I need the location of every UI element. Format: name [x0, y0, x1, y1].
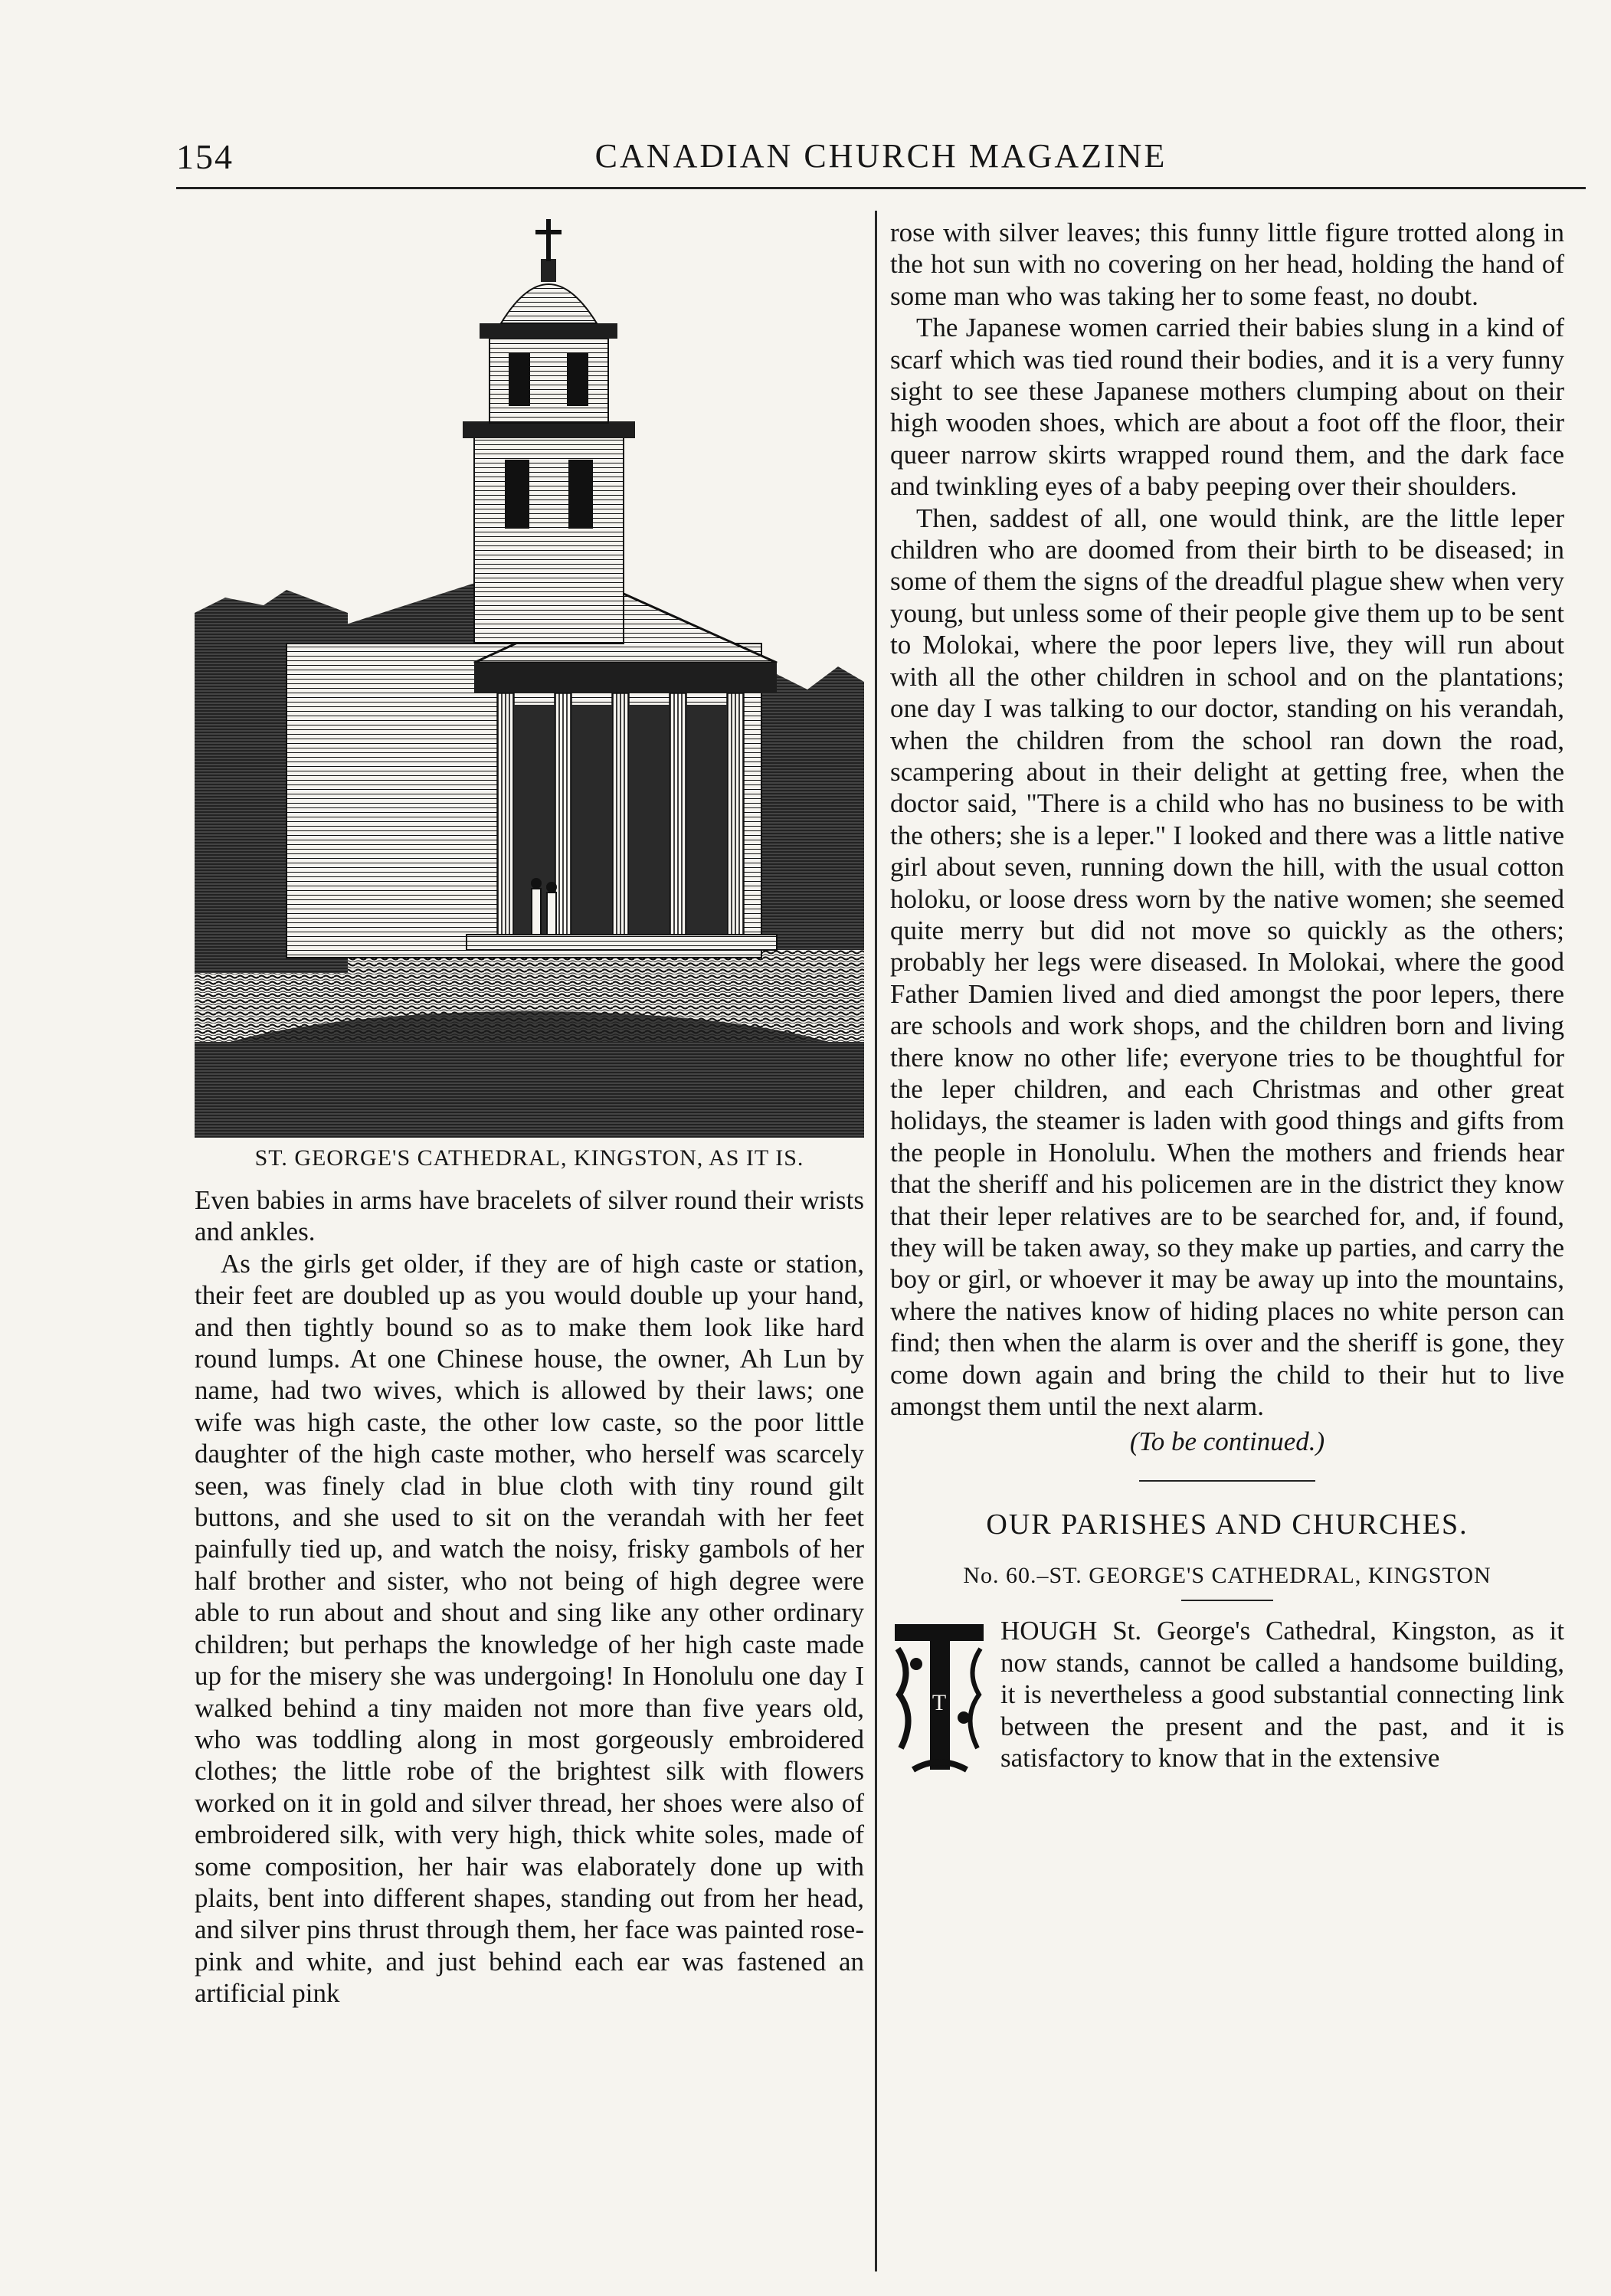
article-opening — [890, 1615, 1564, 1774]
paragraph: Even babies in arms have bracelets of silver round their wrists and ankles. — [195, 1185, 864, 1247]
right-column-text — [890, 217, 1564, 1422]
header-rule — [176, 187, 1586, 189]
paragraph: rose with silver leaves; this funny little figure trotted along in the hot sun with no covering on her head, holding the hand of some man who was taking her to some feast, no doubt. — [890, 218, 1564, 311]
left-column-text — [195, 1184, 864, 2009]
dropcap-letter: T — [932, 1690, 947, 1716]
article-rule — [1181, 1600, 1273, 1601]
cathedral-illustration — [195, 215, 864, 1138]
illustration-caption: ST. GEORGE'S CATHEDRAL, KINGSTON, AS IT IS. — [254, 1145, 804, 1171]
paragraph: As the girls get older, if they are of high caste or station, their feet are doubled up as you would double up your hand, and then tightly bound so as to make them look like hard round lumps. At one Chinese house, the owner, Ah Lun by name, had two wives, which is allowed by their laws; one wife was high caste, the other low caste, so the poor little daughter of the high caste mother, who herself was scarcely seen, was finely clad in blue cloth with tiny round gilt buttons, and she used to sit on the verandah with her feet painfully tied up, and watch the noisy, frisky gambols of her half brother and sister, who not being of high degree were able to run about and shout and sing like any other ordinary children; but perhaps the knowledge of her high caste made up for the misery she was undergoing! In Honolulu one day I walked behind a tiny maiden not more than five years old, who was toddling along in most gorgeously embroidered clothes; the little robe of the brightest silk with flowers worked on it in gold and silver thread, her shoes were also of embroidered silk, with very high, thick white soles, made of some composition, her hair was elaborately done up with plaits, bent into different shapes, standing out from her head, and silver pins thrust through them, her face was painted rose-pink and white, and just behind each ear was fastened an artificial pink — [195, 1248, 864, 2009]
paragraph: The Japanese women carried their babies slung in a kind of scarf which was tied round their bodies, and it is a very funny sight to see these Japanese mothers clumping about on their high wooden shoes, which are about a foot off the floor, their queer narrow skirts wrapped round them, and the dark face and twinkling eyes of a baby peeping over their shoulders. — [890, 313, 1564, 502]
article-number: No. 60.–ST. GEORGE'S CATHEDRAL, KINGSTON — [963, 1563, 1491, 1589]
paragraph: Then, saddest of all, one would think, are the little leper children who are doomed from their birth to be diseased; in some of them the signs of the dreadful plague shew when very young, but unless some of their people give them up to be sent to Molokai, where the poor lepers live, they will run about with all the other children in school and on the plantations; one day I was talking to our doctor, standing on his verandah, when the children from the school ran down the road, scampering about in their delight at getting free, when the doctor said, "There is a child who has no business to be with the others; she is a leper." I looked and there was a little native girl about seven, running down the hill, with the usual cotton holoku, or loose dress worn by the native women; she seemed quite merry but did not move so quickly as the others; probably her legs were diseased. In Molokai, where the good Father Damien lived and died amongst the poor lepers, there are schools and work shops, and the children born and living there know no other life; everyone tries to be thoughtful for the leper children, and each Christmas and other great holidays, the steamer is laden with good things and gifts from the people in Honolulu. When the mothers and friends hear that the sheriff and his policemen are in the district they know that their leper relatives are to be searched for, and, if found, they will be taken away, so they make up parties, and carry the boy or girl, or whoever it may be away up into the mountains, where the natives know of hiding places no white person can find; then when the alarm is over and the sheriff is gone, they come down again and bring the child to their hut to live amongst them until the next alarm. — [890, 503, 1564, 1422]
magazine-title: CANADIAN CHURCH MAGAZINE — [594, 137, 1167, 175]
page-header — [176, 136, 1586, 182]
decorated-initial-icon — [890, 1618, 988, 1779]
page-number: 154 — [176, 137, 234, 176]
continued-note: (To be continued.) — [1129, 1426, 1325, 1457]
article-text: HOUGH St. George's Cathedral, Kingston, as it now stands, cannot be called a handsome building, it is nevertheless a good substantial connecting link between the present and the past, and it is satisfactory to know that in the extensive — [1000, 1616, 1564, 1774]
section-rule — [1139, 1480, 1315, 1482]
right-column — [890, 217, 1564, 1779]
column-divider — [875, 211, 877, 2271]
section-heading: OUR PARISHES AND CHURCHES. — [986, 1508, 1469, 1541]
